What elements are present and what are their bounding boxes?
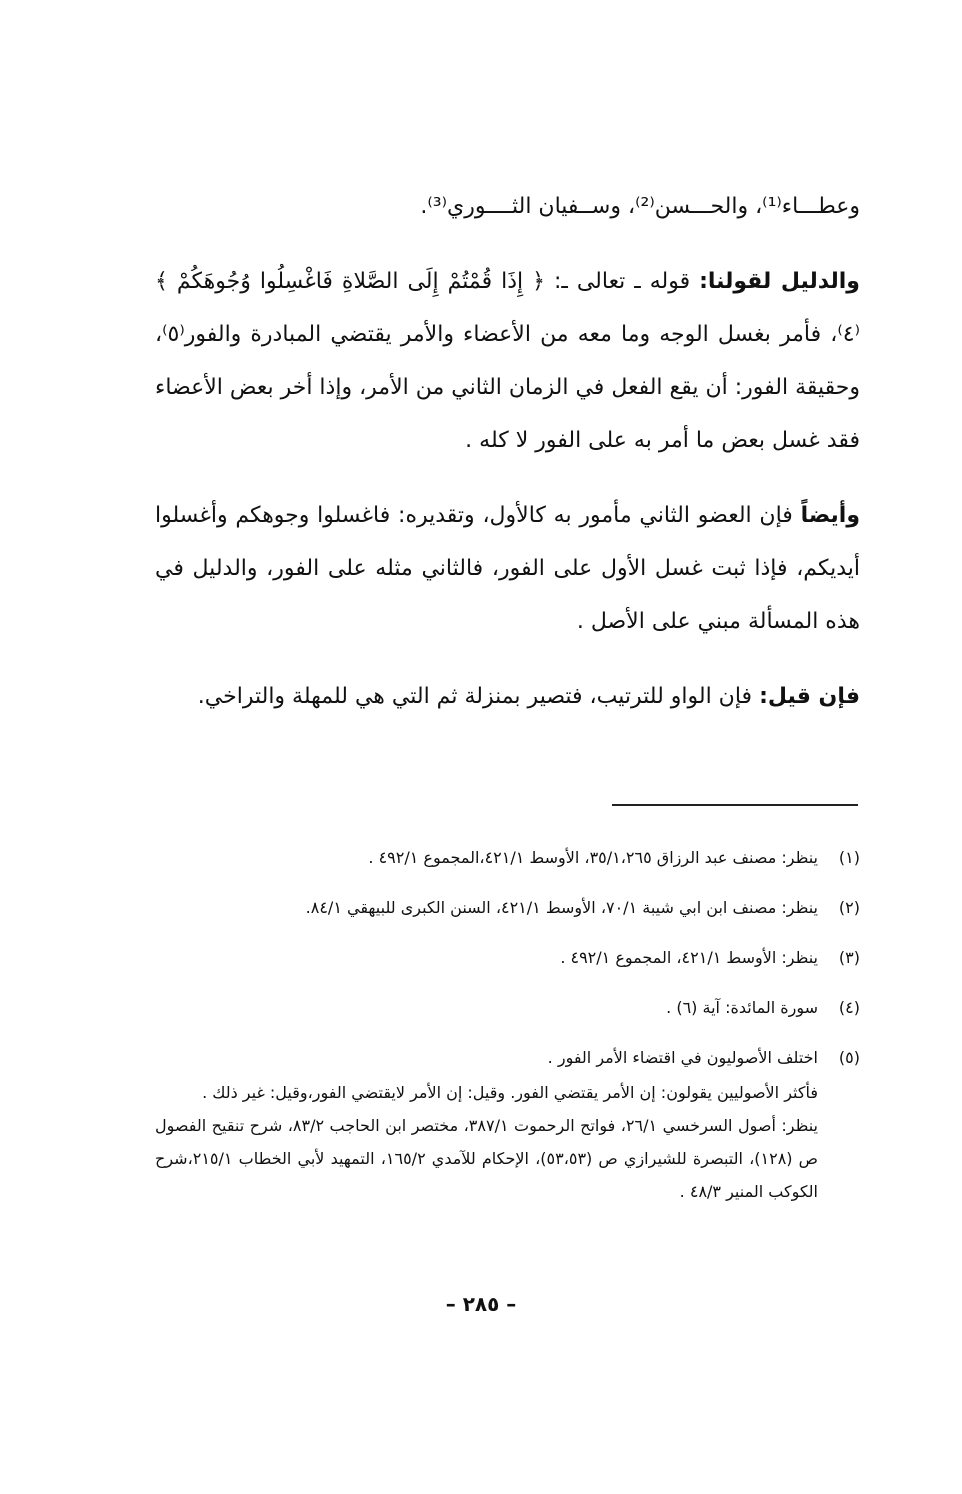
- paragraph-4: [155, 670, 860, 723]
- main-text: [155, 180, 860, 723]
- footnote-text: سورة المائدة: آية (٦) .: [666, 998, 818, 1017]
- footnote-number: (٢): [838, 898, 860, 917]
- footnote-4: [155, 990, 860, 1026]
- paragraph-4-lead: فإن قيل:: [759, 684, 860, 709]
- footnote-separator: [612, 804, 858, 806]
- footnote-text: ينظر: الأوسط ٤٢١/١، المجموع ٤٩٢/١ .: [560, 948, 818, 967]
- paragraph-1-text: وعطـــاء⁽¹⁾، والحـــسن⁽²⁾، وســفيان الثــــوري⁽³⁾.: [420, 194, 860, 219]
- paragraph-2-text: قوله ـ تعالى ـ: ﴿ إِذَا قُمْتُمْ إِلَى الصَّلاةِ فَاغْسِلُوا وُجُوهَكُمْ ﴾⁽٤⁾، فأمر بغسل الوجه وما معه من الأعضاء والأمر يقتضي المبادرة والفور⁽٥⁾، وحقيقة الفور: أن يقع الفعل في الزمان الثاني من الأمر، وإذا أخر بعض الأعضاء فقد غسل بعض ما أمر به على الفور لا كله .: [155, 269, 860, 453]
- paragraph-3-lead: وأيضاً: [800, 503, 860, 528]
- footnote-text: ينظر: مصنف ابن ابي شيبة ٧٠/١، الأوسط ٤٢١/١، السنن الكبرى للبيهقي ٨٤/١.: [305, 898, 818, 917]
- footnote-number: (٥): [838, 1048, 860, 1067]
- paragraph-2-lead: والدليل لقولنا:: [699, 269, 860, 294]
- paragraph-4-text: فإن الواو للترتيب، فتصير بمنزلة ثم التي هي للمهلة والتراخي.: [197, 684, 753, 709]
- page-number: – ٢٨٥ –: [445, 1292, 517, 1316]
- footnote-text: ينظر: مصنف عبد الرزاق ٣٥/١،٢٦٥، الأوسط ٤٢١/١،المجموع ٤٩٢/١ .: [368, 848, 818, 867]
- paragraph-1: [155, 180, 860, 233]
- paragraph-2: [155, 255, 860, 467]
- footnote-3: [155, 940, 860, 976]
- footnote-number: (٣): [838, 948, 860, 967]
- footnote-number: (١): [838, 848, 860, 867]
- footnote-line: اختلف الأصوليون في اقتضاء الأمر الفور .: [547, 1048, 818, 1067]
- footnote-line: فأكثر الأصوليين يقولون: إن الأمر يقتضي الفور. وقيل: إن الأمر لايقتضي الفور،وقيل: غير ذلك .: [202, 1083, 818, 1102]
- footnote-text: [155, 1040, 818, 1208]
- footnote-number: (٤): [838, 998, 860, 1017]
- footnotes: [155, 840, 860, 1222]
- footnote-2: [155, 890, 860, 926]
- paragraph-3-text: فإن العضو الثاني مأمور به كالأول، وتقديره: فاغسلوا وجوهكم وأغسلوا أيديكم، فإذا ثبت غسل الأول على الفور، فالثاني مثله على الفور، والدليل في هذه المسألة مبني على الأصل .: [155, 503, 860, 634]
- footnote-line: ينظر: أصول السرخسي ٢٦/١، فواتح الرحموت ٣٨٧/١، مختصر ابن الحاجب ٨٣/٢، شرح تنقيح الفصول ص (١٢٨)، التبصرة للشيرازي ص (٥٣،٥٣)، الإحكام للآمدي ١٦٥/٢، التمهيد لأبي الخطاب ٢١٥/١،شرح الكوكب المنير ٤٨/٣ .: [155, 1116, 819, 1201]
- paragraph-3: [155, 489, 860, 648]
- footnote-1: [155, 840, 860, 876]
- footnote-5: [155, 1040, 860, 1208]
